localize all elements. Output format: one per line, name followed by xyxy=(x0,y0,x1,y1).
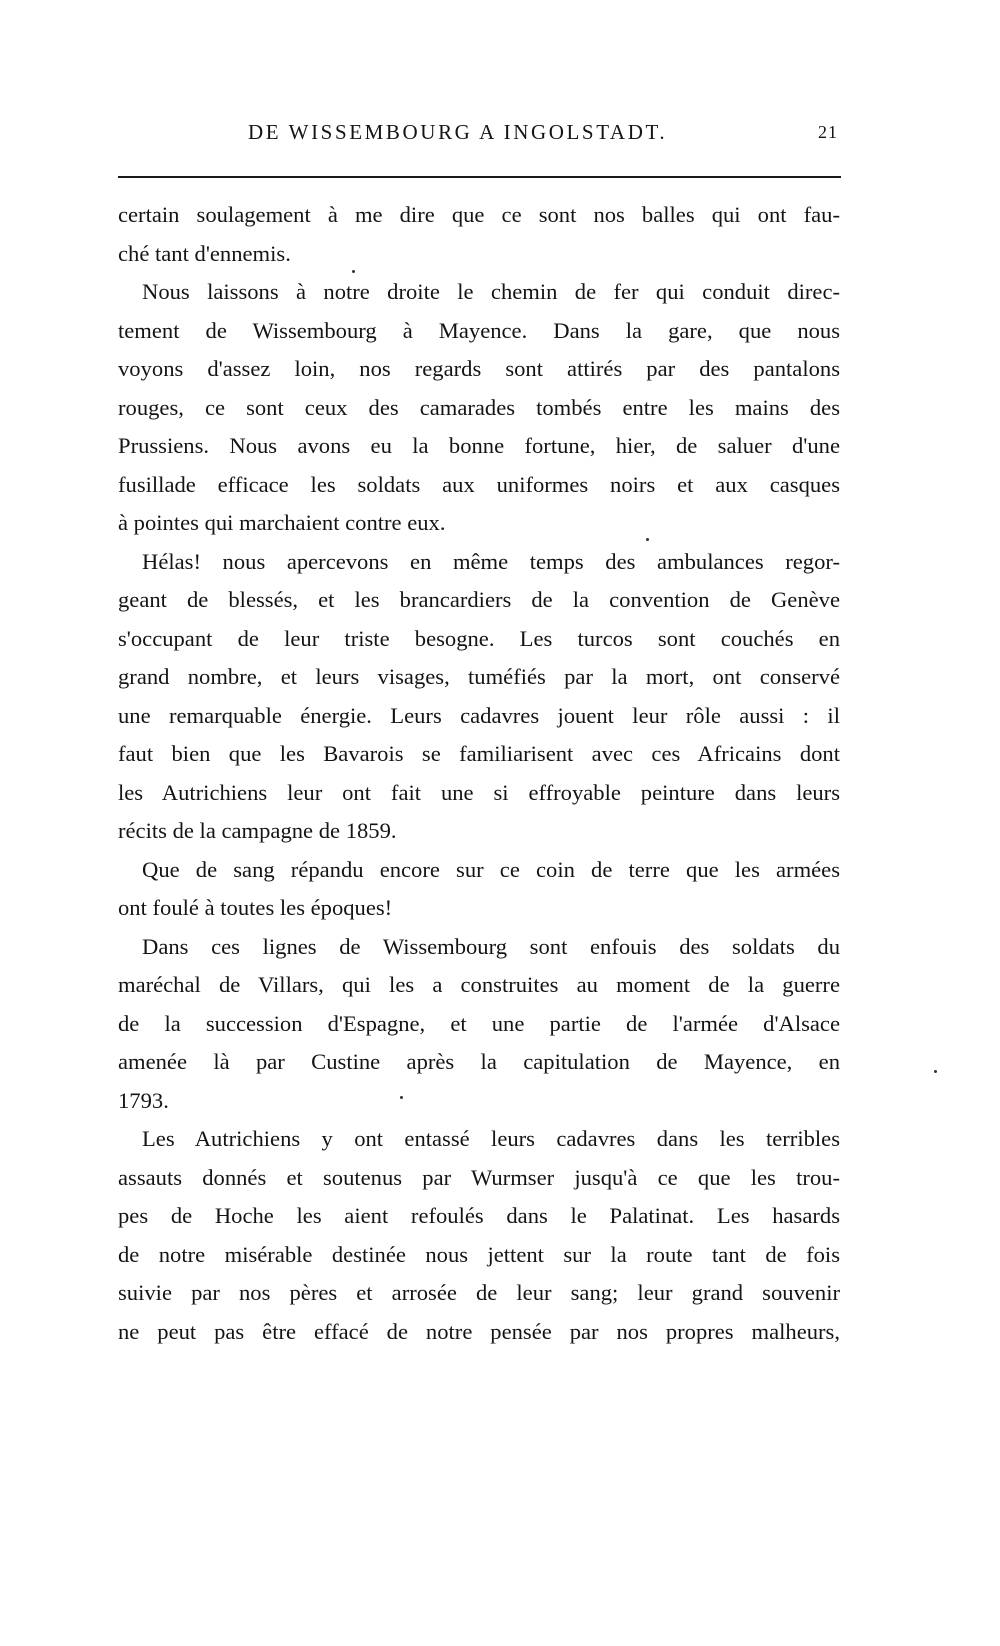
text-line: 1793. xyxy=(118,1087,169,1113)
text-line: grand nombre, et leurs visages, tuméfiés par la mort, ont conservé xyxy=(118,664,840,689)
text-line: maréchal de Villars, qui les a construites au moment de la guerre xyxy=(118,972,840,997)
text-line: Prussiens. Nous avons eu la bonne fortune, hier, de saluer d'une xyxy=(118,433,840,458)
text-line: Dans ces lignes de Wissembourg sont enfouis des soldats du xyxy=(142,933,840,959)
text-line: pes de Hoche les aient refoulés dans le Palatinat. Les hasards xyxy=(118,1203,840,1228)
text-line: fusillade efficace les soldats aux uniformes noirs et aux casques xyxy=(118,471,840,497)
text-line: tement de Wissembourg à Mayence. Dans la gare, que nous xyxy=(118,317,840,343)
text-line: amenée là par Custine après la capitulation de Mayence, en xyxy=(118,1049,840,1074)
running-header xyxy=(118,120,838,150)
text-line: voyons d'assez loin, nos regards sont attirés par des pantalons xyxy=(118,356,840,381)
print-speck xyxy=(400,1096,403,1099)
print-speck xyxy=(352,270,355,273)
text-line: assauts donnés et soutenus par Wurmser jusqu'à ce que les trou- xyxy=(118,1164,840,1190)
page-number: 21 xyxy=(818,122,838,142)
text-line: ont foulé à toutes les époques! xyxy=(118,895,393,920)
header-rule xyxy=(118,176,841,178)
text-line: Nous laissons à notre droite le chemin de fer qui conduit direc- xyxy=(142,279,840,304)
text-line: à pointes qui marchaient contre eux. xyxy=(118,510,446,535)
text-line: faut bien que les Bavarois se familiarisent avec ces Africains dont xyxy=(118,741,840,766)
running-title: DE WISSEMBOURG A INGOLSTADT. xyxy=(248,120,668,144)
text-line: Que de sang répandu encore sur ce coin de terre que les armées xyxy=(142,856,840,882)
text-line: suivie par nos pères et arrosée de leur sang; leur grand souvenir xyxy=(118,1280,840,1305)
text-line: ne peut pas être effacé de notre pensée par nos propres malheurs, xyxy=(118,1318,840,1344)
text-line: rouges, ce sont ceux des camarades tombés entre les mains des xyxy=(118,394,840,420)
text-line: les Autrichiens leur ont fait une si effroyable peinture dans leurs xyxy=(118,779,840,805)
text-line: s'occupant de leur triste besogne. Les turcos sont couchés en xyxy=(118,625,840,651)
text-line: de notre misérable destinée nous jettent sur la route tant de fois xyxy=(118,1241,840,1267)
body-text xyxy=(118,196,840,1351)
print-speck xyxy=(646,538,649,541)
text-line: certain soulagement à me dire que ce sont nos balles qui ont fau- xyxy=(118,202,840,227)
text-line: Hélas! nous apercevons en même temps des ambulances regor- xyxy=(142,548,840,574)
text-line: Les Autrichiens y ont entassé leurs cadavres dans les terribles xyxy=(142,1126,840,1151)
text-line: une remarquable énergie. Leurs cadavres jouent leur rôle aussi : il xyxy=(118,702,840,728)
text-line: ché tant d'ennemis. xyxy=(118,240,291,266)
print-speck xyxy=(934,1070,937,1073)
text-line: de la succession d'Espagne, et une partie de l'armée d'Alsace xyxy=(118,1010,840,1036)
text-line: récits de la campagne de 1859. xyxy=(118,818,397,843)
text-line: geant de blessés, et les brancardiers de la convention de Genève xyxy=(118,587,840,612)
